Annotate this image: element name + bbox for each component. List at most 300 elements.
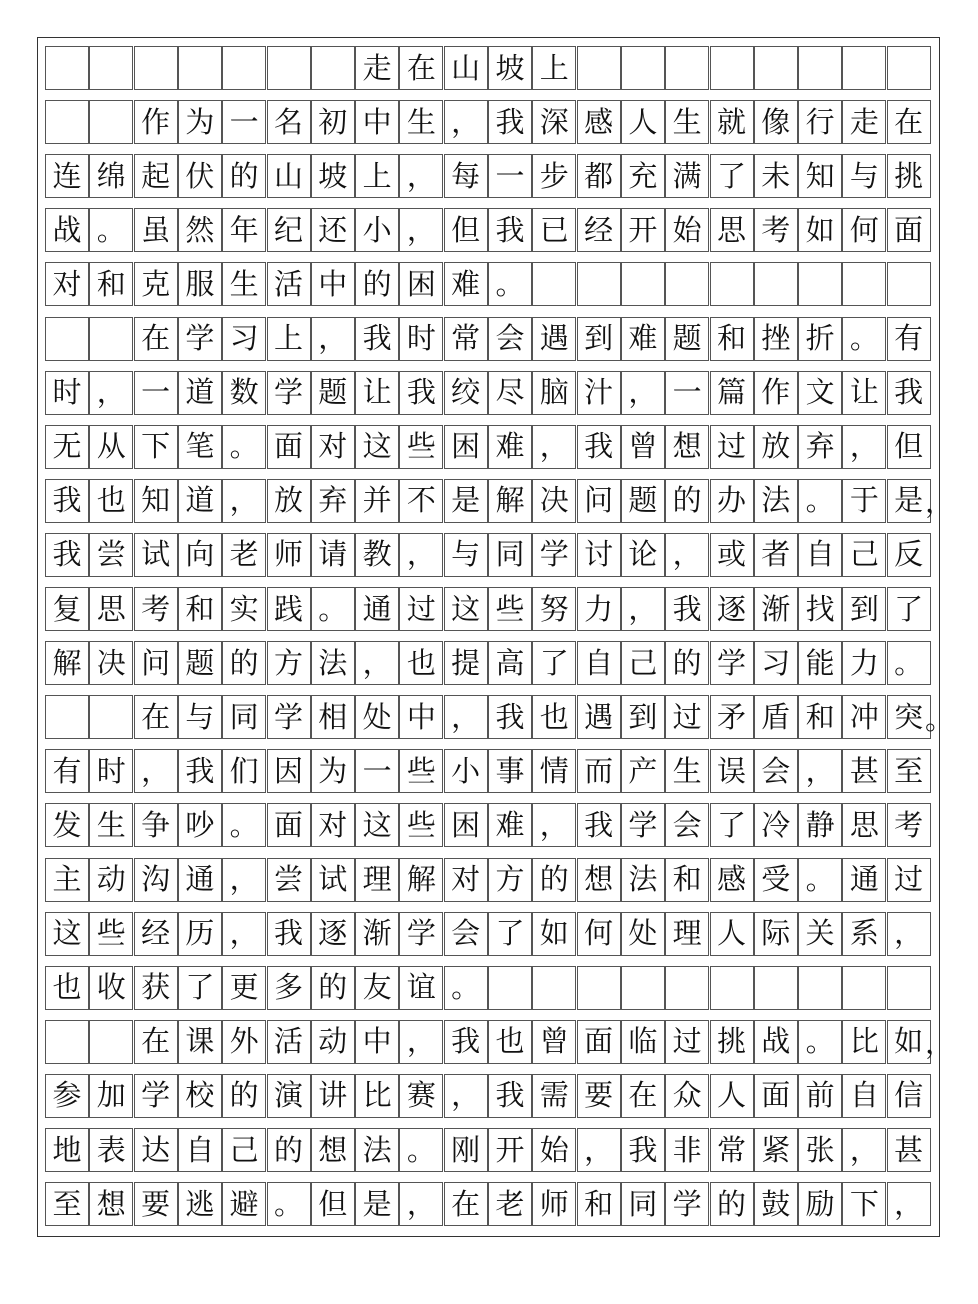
grid-cell-character: 逐 [710,587,754,631]
grid-cell-empty [798,966,842,1010]
grid-cell-character: 学 [178,317,222,361]
grid-cell-character: 尝 [89,533,133,577]
grid-cell-character: 每 [444,154,488,198]
margin-punctuation: ， [925,485,955,520]
grid-cell-character: 难 [488,425,532,469]
grid-cell-character: 更 [222,966,266,1010]
grid-cell-empty [89,100,133,144]
grid-cell-character: 生 [222,262,266,306]
grid-cell-empty [710,262,754,306]
grid-cell-punctuation: ， [621,371,665,415]
grid-cell-character: 始 [532,1128,576,1172]
grid-cell-character: 问 [134,641,178,685]
essay-line [45,371,931,415]
essay-line [45,749,931,793]
grid-cell-empty [842,262,886,306]
grid-cell-character: 在 [399,46,443,90]
grid-cell-character: 论 [621,533,665,577]
grid-cell-character: 想 [577,858,621,902]
grid-cell-character: 在 [621,1074,665,1118]
grid-cell-character: 了 [488,912,532,956]
grid-cell-punctuation: ， [222,912,266,956]
grid-cell-character: 考 [887,803,931,847]
grid-cell-character: 学 [267,695,311,739]
grid-cell-punctuation: ， [399,208,443,252]
grid-cell-character: 满 [665,154,709,198]
grid-cell-empty [488,966,532,1010]
grid-cell-character: 我 [621,1128,665,1172]
grid-cell-character: 一 [355,749,399,793]
grid-cell-character: 励 [798,1182,842,1226]
essay-line [45,695,955,739]
grid-cell-character: 对 [311,425,355,469]
grid-cell-character: 纪 [267,208,311,252]
grid-cell-character: 和 [710,317,754,361]
grid-cell-punctuation: ， [355,641,399,685]
grid-cell-character: 尝 [267,858,311,902]
grid-cell-character: 难 [621,317,665,361]
grid-cell-character: 同 [222,695,266,739]
grid-cell-character: 实 [222,587,266,631]
grid-cell-character: 会 [665,803,709,847]
grid-cell-punctuation: 。 [488,262,532,306]
grid-cell-character: 自 [842,1074,886,1118]
grid-cell-punctuation: ， [887,1182,931,1226]
grid-cell-character: 己 [621,641,665,685]
grid-cell-character: 办 [710,479,754,523]
grid-cell-character: 感 [710,858,754,902]
grid-cell-character: 鼓 [754,1182,798,1226]
grid-cell-character: 了 [887,587,931,631]
grid-cell-character: 但 [887,425,931,469]
grid-cell-character: 者 [754,533,798,577]
grid-cell-character: 这 [355,803,399,847]
grid-cell-character: 坡 [311,154,355,198]
grid-cell-punctuation: ， [887,912,931,956]
grid-cell-character: 小 [355,208,399,252]
grid-cell-character: 走 [355,46,399,90]
grid-cell-character: 和 [798,695,842,739]
grid-cell-character: 主 [45,858,89,902]
grid-cell-character: 也 [45,966,89,1010]
grid-cell-character: 些 [89,912,133,956]
title-row [45,46,931,90]
essay-line [45,100,931,144]
grid-cell-character: 笔 [178,425,222,469]
grid-cell-character: 中 [399,695,443,739]
grid-cell-character: 过 [665,695,709,739]
grid-cell-character: 际 [754,912,798,956]
grid-cell-character: 我 [488,208,532,252]
grid-cell-empty [621,46,665,90]
grid-cell-character: 高 [488,641,532,685]
grid-cell-character: 而 [577,749,621,793]
grid-cell-character: 到 [577,317,621,361]
grid-cell-character: 为 [178,100,222,144]
grid-cell-character: 下 [842,1182,886,1226]
grid-cell-character: 知 [134,479,178,523]
grid-cell-character: 问 [577,479,621,523]
grid-cell-character: 思 [89,587,133,631]
grid-cell-character: 无 [45,425,89,469]
grid-cell-character: 汁 [577,371,621,415]
grid-cell-punctuation: ， [399,533,443,577]
grid-cell-character: 始 [665,208,709,252]
grid-cell-empty [45,1020,89,1064]
grid-cell-character: 坡 [488,46,532,90]
grid-cell-character: 学 [621,803,665,847]
essay-line [45,1074,931,1118]
grid-cell-character: 与 [178,695,222,739]
grid-cell-empty [577,46,621,90]
grid-cell-character: 我 [488,1074,532,1118]
grid-cell-character: 收 [89,966,133,1010]
grid-cell-character: 开 [488,1128,532,1172]
grid-cell-character: 讲 [311,1074,355,1118]
grid-cell-character: 突 [887,695,931,739]
grid-cell-character: 伏 [178,154,222,198]
grid-cell-character: 让 [842,371,886,415]
grid-cell-character: 挫 [754,317,798,361]
grid-cell-character: 困 [399,262,443,306]
grid-cell-punctuation: 。 [444,966,488,1010]
grid-cell-character: 像 [754,100,798,144]
grid-cell-character: 系 [842,912,886,956]
grid-cell-character: 地 [45,1128,89,1172]
grid-cell-character: 和 [89,262,133,306]
grid-cell-character: 上 [532,46,576,90]
essay-line [45,912,931,956]
grid-cell-character: 外 [222,1020,266,1064]
grid-cell-character: 过 [399,587,443,631]
grid-cell-character: 误 [710,749,754,793]
grid-cell-character: 常 [710,1128,754,1172]
grid-cell-character: 人 [710,912,754,956]
grid-cell-character: 我 [488,695,532,739]
grid-cell-character: 也 [399,641,443,685]
grid-cell-character: 会 [754,749,798,793]
grid-cell-character: 山 [444,46,488,90]
grid-cell-character: 题 [621,479,665,523]
grid-cell-punctuation: 。 [311,587,355,631]
grid-cell-empty [842,966,886,1010]
grid-cell-character: 力 [842,641,886,685]
essay-line [45,587,931,631]
grid-cell-empty [754,46,798,90]
grid-cell-character: 法 [754,479,798,523]
grid-cell-character: 都 [577,154,621,198]
grid-cell-character: 对 [45,262,89,306]
grid-cell-character: 紧 [754,1128,798,1172]
grid-cell-character: 弃 [798,425,842,469]
grid-cell-character: 友 [355,966,399,1010]
grid-cell-character: 静 [798,803,842,847]
grid-cell-character: 起 [134,154,178,198]
margin-punctuation: 。 [925,701,955,736]
grid-cell-character: 人 [710,1074,754,1118]
grid-cell-character: 如 [887,1020,931,1064]
grid-cell-character: 沟 [134,858,178,902]
grid-cell-character: 经 [577,208,621,252]
grid-cell-character: 生 [665,100,709,144]
grid-cell-empty [532,262,576,306]
essay-line [45,1020,955,1064]
grid-cell-character: 不 [399,479,443,523]
grid-cell-character: 深 [532,100,576,144]
grid-cell-character: 在 [444,1182,488,1226]
grid-cell-character: 谊 [399,966,443,1010]
grid-cell-character: 了 [532,641,576,685]
grid-cell-character: 事 [488,749,532,793]
essay-line [45,803,931,847]
grid-cell-punctuation: 。 [222,425,266,469]
grid-cell-character: 一 [665,371,709,415]
grid-cell-punctuation: ， [532,803,576,847]
essay-line [45,479,955,523]
grid-cell-empty [887,46,931,90]
grid-cell-character: 处 [355,695,399,739]
grid-cell-character: 活 [267,1020,311,1064]
grid-cell-empty [665,262,709,306]
grid-cell-empty [798,262,842,306]
grid-cell-punctuation: 。 [798,858,842,902]
grid-cell-empty [665,46,709,90]
grid-cell-character: 的 [222,154,266,198]
grid-cell-character: 赛 [399,1074,443,1118]
grid-cell-punctuation: ， [665,533,709,577]
grid-cell-character: 学 [267,371,311,415]
grid-cell-character: 了 [710,154,754,198]
grid-cell-character: 面 [267,803,311,847]
grid-cell-character: 讨 [577,533,621,577]
grid-cell-character: 反 [887,533,931,577]
grid-cell-empty [532,966,576,1010]
grid-cell-character: 生 [665,749,709,793]
essay-line [45,154,931,198]
grid-cell-character: 面 [577,1020,621,1064]
grid-cell-character: 题 [311,371,355,415]
grid-cell-character: 相 [311,695,355,739]
grid-cell-character: 盾 [754,695,798,739]
grid-cell-character: 我 [399,371,443,415]
grid-cell-character: 些 [399,749,443,793]
grid-cell-character: 挑 [710,1020,754,1064]
grid-cell-character: 的 [222,1074,266,1118]
grid-cell-character: 的 [222,641,266,685]
grid-cell-character: 比 [355,1074,399,1118]
grid-cell-punctuation: ， [532,425,576,469]
grid-cell-character: 吵 [178,803,222,847]
grid-cell-empty [754,966,798,1010]
grid-cell-character: 然 [178,208,222,252]
grid-cell-character: 中 [311,262,355,306]
grid-cell-character: 何 [842,208,886,252]
grid-cell-character: 的 [710,1182,754,1226]
grid-cell-character: 道 [178,479,222,523]
grid-cell-character: 困 [444,803,488,847]
grid-cell-character: 曾 [621,425,665,469]
essay-line [45,858,931,902]
grid-cell-character: 解 [399,858,443,902]
grid-cell-character: 和 [178,587,222,631]
grid-cell-empty [134,46,178,90]
grid-cell-character: 情 [532,749,576,793]
grid-cell-character: 何 [577,912,621,956]
grid-cell-character: 时 [45,371,89,415]
essay-line [45,1182,931,1226]
grid-cell-character: 还 [311,208,355,252]
grid-cell-punctuation: 。 [89,208,133,252]
grid-cell-character: 我 [577,425,621,469]
grid-cell-character: 但 [444,208,488,252]
grid-cell-character: 力 [577,587,621,631]
grid-cell-character: 有 [45,749,89,793]
grid-cell-character: 让 [355,371,399,415]
grid-cell-character: 方 [267,641,311,685]
grid-cell-character: 法 [311,641,355,685]
margin-punctuation: ， [925,1026,955,1061]
grid-cell-character: 行 [798,100,842,144]
grid-cell-character: 考 [134,587,178,631]
grid-cell-character: 会 [444,912,488,956]
grid-cell-character: 过 [887,858,931,902]
grid-cell-character: 历 [178,912,222,956]
grid-cell-character: 在 [134,1020,178,1064]
grid-cell-character: 自 [798,533,842,577]
grid-cell-character: 向 [178,533,222,577]
grid-cell-character: 复 [45,587,89,631]
grid-cell-character: 演 [267,1074,311,1118]
grid-cell-character: 老 [222,533,266,577]
grid-cell-empty [887,966,931,1010]
grid-cell-character: 矛 [710,695,754,739]
grid-cell-character: 我 [267,912,311,956]
grid-cell-character: 自 [577,641,621,685]
grid-cell-character: 面 [754,1074,798,1118]
grid-cell-character: 遇 [532,317,576,361]
grid-cell-empty [267,46,311,90]
grid-cell-character: 了 [710,803,754,847]
grid-cell-character: 决 [532,479,576,523]
grid-cell-character: 能 [798,641,842,685]
grid-cell-character: 这 [355,425,399,469]
grid-cell-character: 逃 [178,1182,222,1226]
grid-cell-character: 考 [754,208,798,252]
grid-cell-character: 尽 [488,371,532,415]
grid-cell-empty [45,46,89,90]
grid-cell-character: 同 [488,533,532,577]
grid-cell-character: 是 [355,1182,399,1226]
grid-cell-punctuation: 。 [399,1128,443,1172]
grid-cell-character: 对 [444,858,488,902]
grid-cell-character: 我 [45,479,89,523]
grid-cell-character: 生 [399,100,443,144]
grid-cell-character: 绞 [444,371,488,415]
grid-cell-character: 困 [444,425,488,469]
grid-cell-character: 就 [710,100,754,144]
grid-cell-character: 一 [222,100,266,144]
grid-cell-empty [178,46,222,90]
grid-cell-character: 年 [222,208,266,252]
grid-cell-character: 逐 [311,912,355,956]
grid-cell-character: 开 [621,208,665,252]
grid-cell-character: 了 [178,966,222,1010]
grid-cell-character: 常 [444,317,488,361]
grid-cell-character: 一 [488,154,532,198]
grid-cell-character: 想 [89,1182,133,1226]
grid-cell-character: 也 [488,1020,532,1064]
grid-cell-character: 在 [887,100,931,144]
grid-cell-character: 我 [355,317,399,361]
grid-cell-character: 已 [532,208,576,252]
grid-cell-character: 教 [355,533,399,577]
grid-cell-character: 请 [311,533,355,577]
grid-cell-character: 的 [311,966,355,1010]
grid-cell-character: 课 [178,1020,222,1064]
grid-cell-character: 法 [621,858,665,902]
grid-cell-character: 充 [621,154,665,198]
grid-cell-character: 需 [532,1074,576,1118]
grid-cell-empty [89,317,133,361]
grid-cell-character: 至 [887,749,931,793]
grid-cell-character: 们 [222,749,266,793]
grid-cell-punctuation: 。 [842,317,886,361]
grid-cell-character: 在 [134,695,178,739]
grid-cell-character: 放 [267,479,311,523]
grid-cell-character: 战 [754,1020,798,1064]
grid-cell-character: 于 [842,479,886,523]
grid-cell-character: 师 [267,533,311,577]
grid-cell-character: 理 [355,858,399,902]
grid-cell-character: 克 [134,262,178,306]
grid-cell-character: 找 [798,587,842,631]
grid-cell-character: 非 [665,1128,709,1172]
grid-cell-character: 未 [754,154,798,198]
grid-cell-character: 些 [399,425,443,469]
grid-cell-character: 感 [577,100,621,144]
grid-cell-character: 践 [267,587,311,631]
grid-cell-character: 通 [355,587,399,631]
grid-cell-character: 篇 [710,371,754,415]
grid-cell-character: 处 [621,912,665,956]
grid-cell-character: 步 [532,154,576,198]
grid-cell-character: 过 [665,1020,709,1064]
grid-cell-character: 学 [532,533,576,577]
grid-cell-character: 决 [89,641,133,685]
grid-cell-empty [311,46,355,90]
grid-cell-character: 理 [665,912,709,956]
grid-cell-character: 活 [267,262,311,306]
grid-cell-empty [621,262,665,306]
grid-cell-punctuation: ， [399,154,443,198]
grid-cell-character: 通 [178,858,222,902]
grid-cell-character: 多 [267,966,311,1010]
grid-cell-character: 至 [45,1182,89,1226]
grid-cell-punctuation: ， [222,479,266,523]
grid-cell-character: 初 [311,100,355,144]
grid-cell-character: 题 [665,317,709,361]
grid-cell-character: 习 [222,317,266,361]
grid-cell-character: 渐 [355,912,399,956]
grid-cell-empty [222,46,266,90]
grid-cell-character: 有 [887,317,931,361]
grid-cell-character: 作 [134,100,178,144]
grid-cell-character: 师 [532,1182,576,1226]
grid-cell-character: 解 [45,641,89,685]
grid-cell-character: 冷 [754,803,798,847]
grid-cell-character: 学 [399,912,443,956]
grid-cell-character: 学 [134,1074,178,1118]
